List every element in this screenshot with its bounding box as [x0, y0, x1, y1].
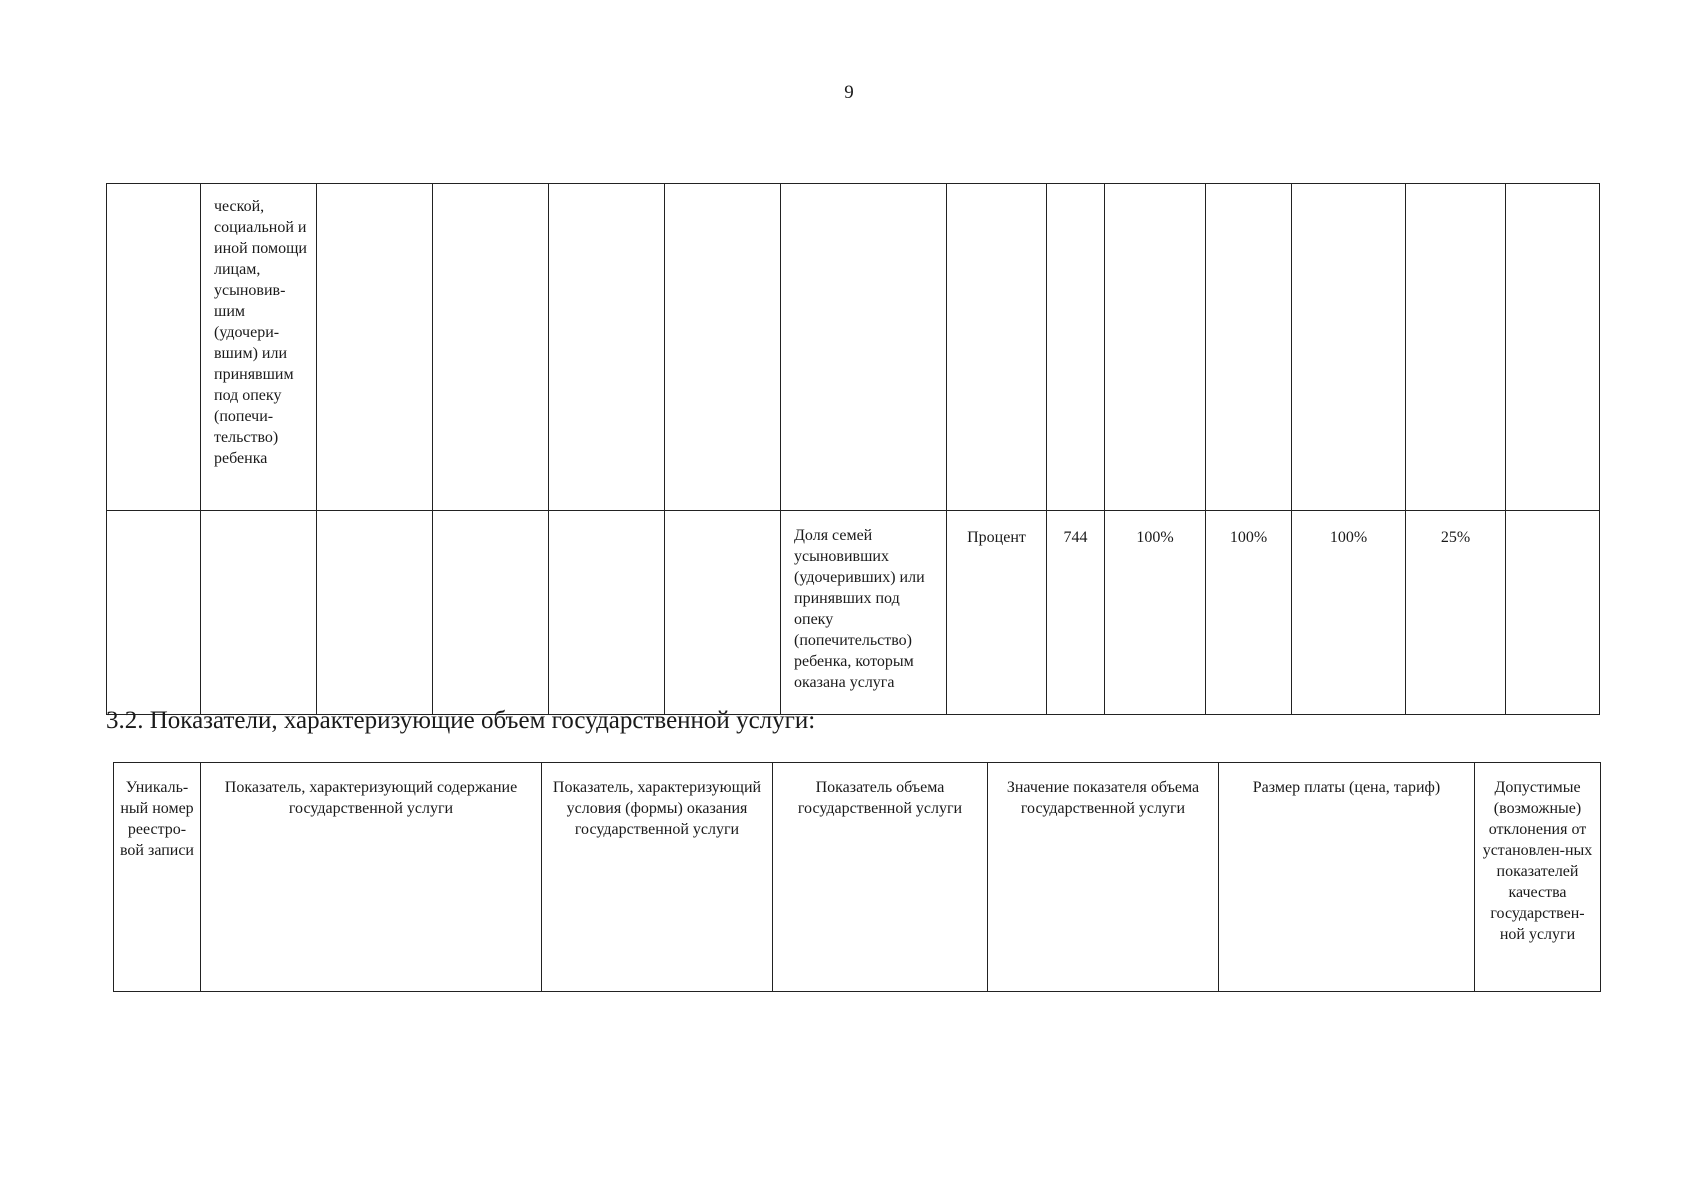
- value-year1-cell: 100%: [1105, 511, 1206, 715]
- table-cell: [781, 184, 947, 511]
- header-allowed-deviations: Допустимые (возможные) отклонения от установлен-ных показателей качества государствен-ной услуги: [1475, 763, 1601, 992]
- table-cell: [107, 511, 201, 715]
- page-number: 9: [844, 82, 854, 103]
- header-service-conditions: Показатель, характеризующий условия (формы) оказания государственной услуги: [542, 763, 773, 992]
- table-cell: [665, 511, 781, 715]
- table-cell: [549, 184, 665, 511]
- table-cell: [1506, 511, 1600, 715]
- table-cell: [665, 184, 781, 511]
- volume-indicators-table: [113, 762, 1601, 992]
- table-cell: [1047, 184, 1105, 511]
- table-cell: [433, 184, 549, 511]
- table-row: [107, 184, 1600, 511]
- section-heading: 3.2. Показатели, характеризующие объем государственной услуги:: [106, 707, 816, 734]
- header-registry-number: Уникаль-ный номер реестро-вой записи: [114, 763, 201, 992]
- table-cell: [201, 511, 317, 715]
- table-cell: [947, 184, 1047, 511]
- table-cell: [317, 511, 433, 715]
- header-volume-indicator: Показатель объема государственной услуги: [773, 763, 988, 992]
- table-cell: [317, 184, 433, 511]
- unit-name-cell: Процент: [947, 511, 1047, 715]
- table-cell: [433, 511, 549, 715]
- header-service-content: Показатель, характеризующий содержание государственной услуги: [201, 763, 542, 992]
- table-cell: [1292, 184, 1406, 511]
- value-year3-cell: 100%: [1292, 511, 1406, 715]
- service-content-cell: ческой, социальной и иной помощи лицам, усыновив-шим (удочери-вшим) или принявшим под опеку (попечи-тельство) ребенка: [201, 184, 317, 511]
- okei-code-cell: 744: [1047, 511, 1105, 715]
- table-cell: [107, 184, 201, 511]
- table-cell: [1406, 184, 1506, 511]
- table-cell: [1506, 184, 1600, 511]
- table-cell: [1105, 184, 1206, 511]
- table-header-row: [114, 763, 1601, 992]
- header-volume-value: Значение показателя объема государственной услуги: [988, 763, 1219, 992]
- allowed-deviation-cell: 25%: [1406, 511, 1506, 715]
- value-year2-cell: 100%: [1206, 511, 1292, 715]
- table-row: [107, 511, 1600, 715]
- quality-indicators-table: [106, 183, 1600, 715]
- table-cell: [1206, 184, 1292, 511]
- indicator-name-cell: Доля семей усыновивших (удочеривших) или принявших под опеку (попечительство) ребенка, которым оказана услуга: [781, 511, 947, 715]
- header-fee-size: Размер платы (цена, тариф): [1219, 763, 1475, 992]
- table-cell: [549, 511, 665, 715]
